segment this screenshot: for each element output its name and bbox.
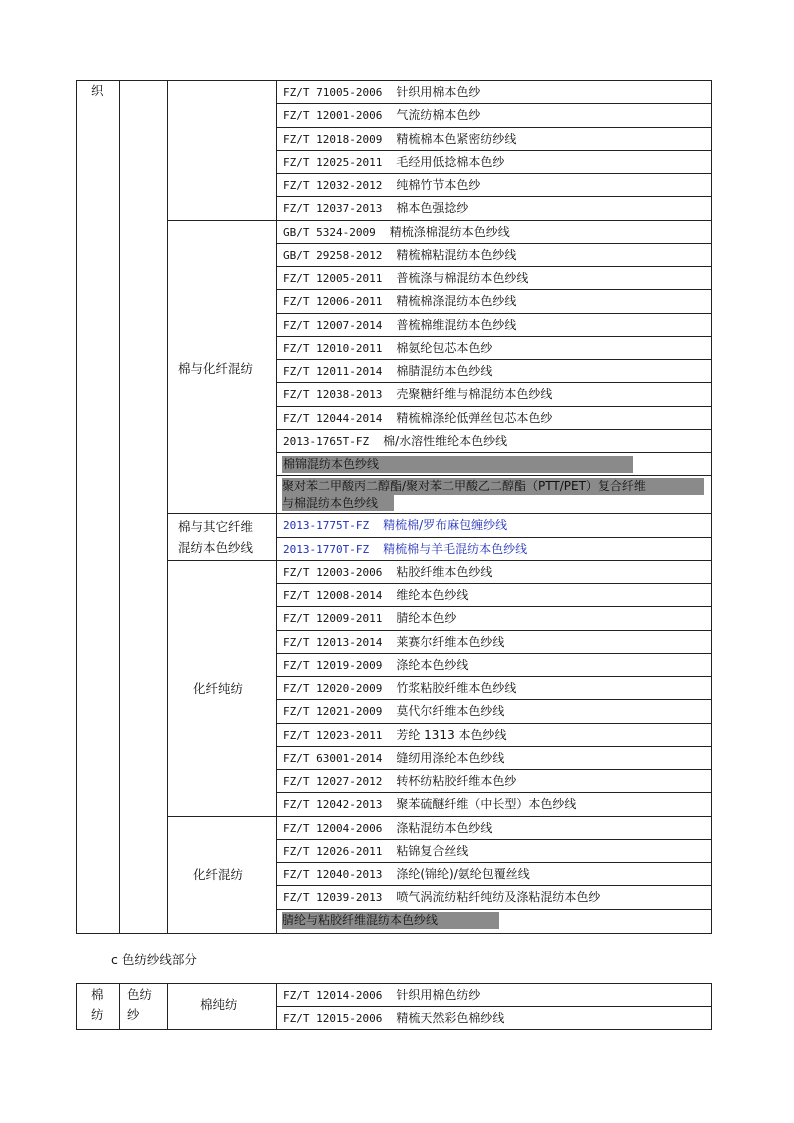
col1-line1: 棉 (91, 987, 104, 1002)
table-border (276, 769, 711, 770)
standard-name: 针织用棉本色纱 (396, 85, 481, 99)
table-border (76, 80, 77, 934)
table-border (276, 983, 277, 1030)
table-border (276, 150, 711, 151)
table-row (283, 154, 504, 171)
standard-number: FZ/T 12005-2011 (283, 272, 383, 285)
standard-name: 腈纶本色纱 (396, 611, 457, 626)
standard-name: 精梳棉粘混纺本色纱线 (396, 247, 517, 262)
table-row (283, 84, 480, 101)
standard-number: FZ/T 12004-2006 (283, 821, 383, 835)
table-border (76, 983, 77, 1030)
standard-number: FZ/T 12007-2014 (283, 318, 383, 332)
highlight-row: 棉锦混纺本色纱线 (282, 456, 633, 473)
standard-name: 精梳棉本色紧密纺纱线 (396, 131, 517, 146)
table-row (283, 680, 516, 697)
table-row (283, 247, 516, 264)
table-border (711, 983, 712, 1030)
table-row (283, 750, 504, 767)
table-border (76, 983, 712, 984)
standard-number: FZ/T 12021-2009 (283, 705, 383, 719)
table-row (283, 796, 576, 813)
table-border (276, 630, 711, 631)
highlight-row-line2: 与棉混纺本色纱线 (282, 495, 394, 511)
standard-name: 纯棉竹节本色纱 (396, 178, 481, 192)
table-border (276, 382, 711, 383)
table-border (711, 80, 712, 934)
standard-number: FZ/T 12037-2013 (283, 202, 383, 216)
table-border (119, 80, 120, 934)
table-row (283, 1010, 504, 1027)
standard-name: 棉/水溶性维纶本色纱线 (383, 433, 508, 448)
standard-number: FZ/T 12040-2013 (283, 868, 383, 881)
table-row (283, 317, 516, 334)
standard-number: FZ/T 12009-2011 (283, 612, 383, 626)
table-border (276, 885, 711, 886)
table-row (283, 727, 507, 744)
standard-number: 2013-1765T-FZ (283, 434, 370, 448)
table-row (283, 703, 504, 720)
standard-number: FZ/T 63001-2014 (283, 751, 383, 765)
table-row (283, 224, 510, 241)
table-border (167, 983, 168, 1030)
table-row (283, 131, 516, 148)
table-border (167, 80, 168, 934)
table-border (276, 475, 711, 476)
standard-number: FZ/T 12026-2011 (283, 844, 383, 858)
standard-name: 涤纶(锦纶)/氨纶包覆丝线 (396, 867, 530, 881)
table-border (276, 606, 711, 607)
table-row (283, 610, 456, 627)
standard-name: 棉氨纶包芯本色纱 (396, 340, 493, 355)
table-border (276, 862, 711, 863)
standard-name: 转杯纺粘胶纤维本色纱 (396, 774, 517, 788)
table-border (276, 537, 711, 538)
standard-number: FZ/T 12042-2013 (283, 798, 383, 812)
table-border (276, 792, 711, 793)
standard-name: 精梳棉与羊毛混纺本色纱线 (383, 541, 528, 556)
standard-number: FZ/T 12006-2011 (283, 295, 383, 309)
table-border (167, 513, 711, 514)
table-border (276, 839, 711, 840)
category-label-line1: 棉与其它纤维 (178, 519, 254, 534)
table-border (276, 359, 711, 360)
standard-number: FZ/T 12008-2014 (283, 589, 383, 602)
standard-name: 气流纺棉本色纱 (396, 108, 481, 123)
table-border (76, 80, 712, 81)
standard-number: FZ/T 12003-2006 (283, 565, 383, 579)
table-row (283, 820, 492, 837)
standard-name: 棉腈混纺本色纱线 (396, 364, 493, 378)
table-row (283, 177, 480, 194)
table-row (283, 410, 552, 427)
table-border (276, 429, 711, 430)
column-1-label: 织 (91, 83, 104, 98)
table-border (276, 243, 711, 244)
standard-number: FZ/T 12044-2014 (283, 411, 383, 425)
table-border (76, 1029, 712, 1030)
standard-name: 毛经用低捻棉本色纱 (396, 154, 505, 169)
table-border (276, 676, 711, 677)
table-row (283, 866, 530, 883)
standard-number: FZ/T 71005-2006 (283, 86, 383, 99)
standard-name: 普梳涤与棉混纺本色纱线 (396, 271, 529, 285)
standard-number: FZ/T 12023-2011 (283, 728, 383, 742)
table-row (283, 340, 492, 357)
table-row (283, 386, 552, 403)
table-row (283, 634, 504, 651)
standard-number: FZ/T 12015-2006 (283, 1012, 383, 1025)
table-border (276, 173, 711, 174)
table-border (276, 336, 711, 337)
table-border (276, 266, 711, 267)
table-border (276, 80, 277, 934)
standard-number: FZ/T 12013-2014 (283, 635, 383, 649)
standard-number: FZ/T 12032-2012 (283, 179, 383, 192)
standard-name: 涤纶本色纱线 (396, 657, 469, 672)
table-border (276, 452, 711, 453)
col1-line2: 纺 (91, 1007, 104, 1022)
table-row (283, 564, 492, 581)
table-row (283, 363, 492, 380)
table-border (276, 746, 711, 747)
standard-name: 精梳棉涤纶低弹丝包芯本色纱 (396, 410, 553, 425)
standard-number: FZ/T 12019-2009 (283, 658, 383, 672)
table-row (283, 657, 468, 674)
standard-number: FZ/T 12011-2014 (283, 365, 383, 378)
category-label: 棉与化纤混纺 (178, 361, 254, 376)
standard-name: 精梳天然彩色棉纱线 (396, 1011, 505, 1025)
standard-number: GB/T 5324-2009 (283, 225, 376, 239)
table-border (276, 909, 711, 910)
standard-number: FZ/T 12027-2012 (283, 775, 383, 788)
standard-number: FZ/T 12014-2006 (283, 989, 383, 1002)
standard-number: FZ/T 12038-2013 (283, 388, 383, 402)
table-border (119, 983, 120, 1030)
standard-number: FZ/T 12039-2013 (283, 891, 383, 905)
table-border (276, 196, 711, 197)
table-border (276, 653, 711, 654)
standard-name: 粘胶纤维本色纱线 (396, 564, 493, 579)
section-title: c 色纺纱线部分 (111, 952, 197, 967)
table-border (167, 220, 711, 221)
standard-name: 粘锦复合丝线 (396, 843, 469, 858)
category-label: 化纤纯纺 (193, 681, 244, 696)
standard-name: 精梳棉涤混纺本色纱线 (396, 294, 517, 309)
standard-name: 芳纶 1313 本色纱线 (396, 727, 507, 742)
standard-name: 棉本色强捻纱 (396, 201, 469, 216)
table-row (283, 270, 528, 287)
table-row (283, 987, 480, 1004)
col3-label: 棉纯纺 (200, 997, 238, 1012)
highlight-row-line1: 聚对苯二甲酸丙二醇酯/聚对苯二甲酸乙二醇酯（PTT/PET）复合纤维 (282, 478, 704, 495)
table-row (283, 200, 468, 217)
standard-name: 壳聚糖纤维与棉混纺本色纱线 (396, 387, 553, 402)
table-row (283, 293, 516, 310)
standard-number: FZ/T 12018-2009 (283, 132, 383, 146)
table-border (276, 313, 711, 314)
table-row (283, 433, 507, 450)
standard-number: FZ/T 12020-2009 (283, 682, 383, 695)
standard-name: 喷气涡流纺粘纤纯纺及涤粘混纺本色纱 (396, 890, 601, 905)
standard-name: 缝纫用涤纶本色纱线 (396, 750, 505, 765)
table-row (283, 517, 507, 534)
standard-name: 精梳棉/罗布麻包缠纱线 (383, 518, 508, 533)
standard-number: GB/T 29258-2012 (283, 248, 383, 262)
table-border (76, 933, 712, 934)
standard-name: 聚苯硫醚纤维（中长型）本色纱线 (396, 797, 577, 812)
table-border (276, 1006, 711, 1007)
standard-name: 莫代尔纤维本色纱线 (396, 704, 505, 719)
standard-number: FZ/T 12025-2011 (283, 155, 383, 169)
table-border (276, 127, 711, 128)
table-row (283, 889, 600, 906)
standard-number: FZ/T 12001-2006 (283, 109, 383, 123)
table-border (276, 723, 711, 724)
col2-line2: 纱 (127, 1007, 140, 1022)
table-row (283, 843, 468, 860)
table-row (283, 107, 480, 124)
standard-name: 精梳涤棉混纺本色纱线 (389, 224, 510, 239)
standard-name: 针织用棉色纺纱 (396, 988, 481, 1002)
table-border (276, 103, 711, 104)
table-border (276, 406, 711, 407)
table-row (283, 587, 468, 604)
category-label: 化纤混纺 (193, 867, 244, 882)
standard-name: 维纶本色纱线 (396, 588, 469, 602)
standard-name: 莱赛尔纤维本色纱线 (396, 634, 505, 649)
standard-number: FZ/T 12010-2011 (283, 341, 383, 355)
table-row (283, 773, 516, 790)
col2-line1: 色纺 (127, 987, 153, 1002)
standard-name: 涤粘混纺本色纱线 (396, 820, 493, 835)
standard-name: 普梳棉维混纺本色纱线 (396, 317, 517, 332)
standard-number: 2013-1775T-FZ (283, 519, 370, 533)
highlight-row: 腈纶与粘胶纤维混纺本色纱线 (282, 912, 499, 929)
table-border (167, 560, 711, 561)
table-border (276, 289, 711, 290)
category-label-line2: 混纺本色纱线 (178, 540, 254, 555)
standard-name: 竹浆粘胶纤维本色纱线 (396, 681, 517, 695)
table-row (283, 541, 527, 558)
standard-number: 2013-1770T-FZ (283, 542, 370, 556)
table-border (276, 699, 711, 700)
table-border (276, 583, 711, 584)
table-border (167, 816, 711, 817)
